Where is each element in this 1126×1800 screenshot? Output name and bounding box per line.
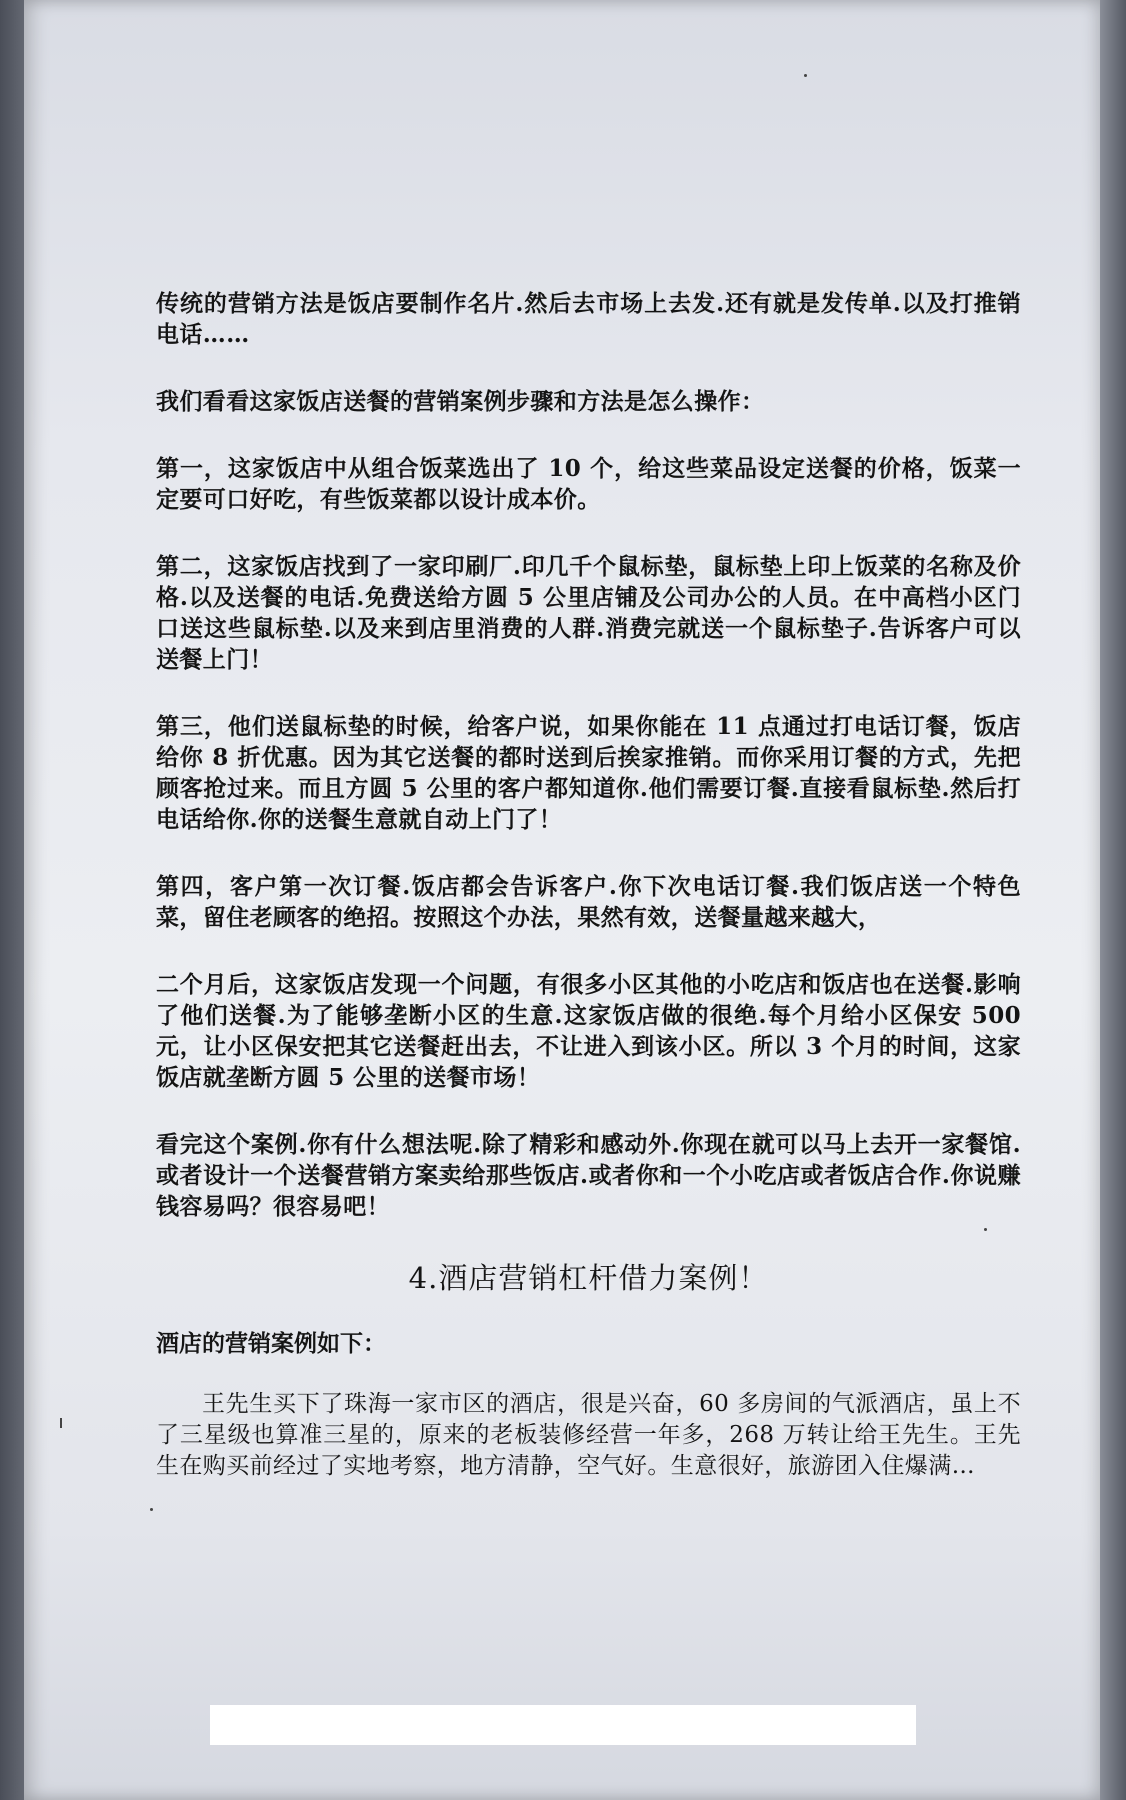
redaction-bar	[210, 1705, 916, 1745]
paper-speck	[60, 1418, 62, 1428]
paragraph-traditional-marketing: 传统的营销方法是饭店要制作名片.然后去市场上去发.还有就是发传单.以及打推销电话……	[156, 290, 1021, 348]
paper-speck	[150, 1508, 153, 1511]
paragraph-case-intro: 我们看看这家饭店送餐的营销案例步骤和方法是怎么操作：	[156, 388, 765, 415]
section-subheading: 酒店的营销案例如下：	[156, 1330, 386, 1357]
paragraph-step-one: 第一，这家饭店中从组合饭菜选出了 10 个，给这些菜品设定送餐的价格，饭菜一定要可口好吃，有些饭菜都以设计成本价。	[156, 455, 1021, 513]
document-body	[156, 288, 1021, 1482]
paragraph-step-two: 第二，这家饭店找到了一家印刷厂.印几千个鼠标垫，鼠标垫上印上饭菜的名称及价格.以及送餐的电话.免费送给方圆 5 公里店铺及公司办公的人员。在中高档小区门口送这些鼠标垫.以及来到店里消费的人群.消费完就送一个鼠标垫子.告诉客户可以送餐上门！	[156, 553, 1021, 673]
paragraph-step-four: 第四，客户第一次订餐.饭店都会告诉客户.你下次电话订餐.我们饭店送一个特色菜，留住老顾客的绝招。按照这个办法，果然有效，送餐量越来越大，	[156, 873, 1021, 931]
paragraph-hotel-case: 王先生买下了珠海一家市区的酒店，很是兴奋，60 多房间的气派酒店，虽上不了三星级也算准三星的，原来的老板装修经营一年多，268 万转让给王先生。王先生在购买前经过了实地考察，地方清静，空气好。生意很好，旅游团入住爆满…	[156, 1391, 1021, 1479]
background-right-edge	[1100, 0, 1126, 1800]
paragraph-step-three: 第三，他们送鼠标垫的时候，给客户说，如果你能在 11 点通过打电话订餐，饭店给你 8 折优惠。因为其它送餐的都时送到后挨家推销。而你采用订餐的方式，先把顾客抢过来。而且方圆 5 公里的客户都知道你.他们需要订餐.直接看鼠标垫.然后打电话给你.你的送餐生意就自动上门了！	[156, 713, 1021, 833]
paragraph-conclusion: 看完这个案例.你有什么想法呢.除了精彩和感动外.你现在就可以马上去开一家餐馆.或者设计一个送餐营销方案卖给那些饭店.或者你和一个小吃店或者饭店合作.你说赚钱容易吗？很容易吧！	[156, 1131, 1021, 1220]
paper-speck	[804, 74, 807, 77]
paragraph-two-months-later: 二个月后，这家饭店发现一个问题，有很多小区其他的小吃店和饭店也在送餐.影响了他们送餐.为了能够垄断小区的生意.这家饭店做的很绝.每个月给小区保安 500 元，让小区保安把其它送餐赶出去，不让进入到该小区。所以 3 个月的时间，这家饭店就垄断方圆 5 公里的送餐市场！	[156, 971, 1021, 1091]
section-heading: 4.酒店营销杠杆借力案例！	[408, 1261, 769, 1295]
